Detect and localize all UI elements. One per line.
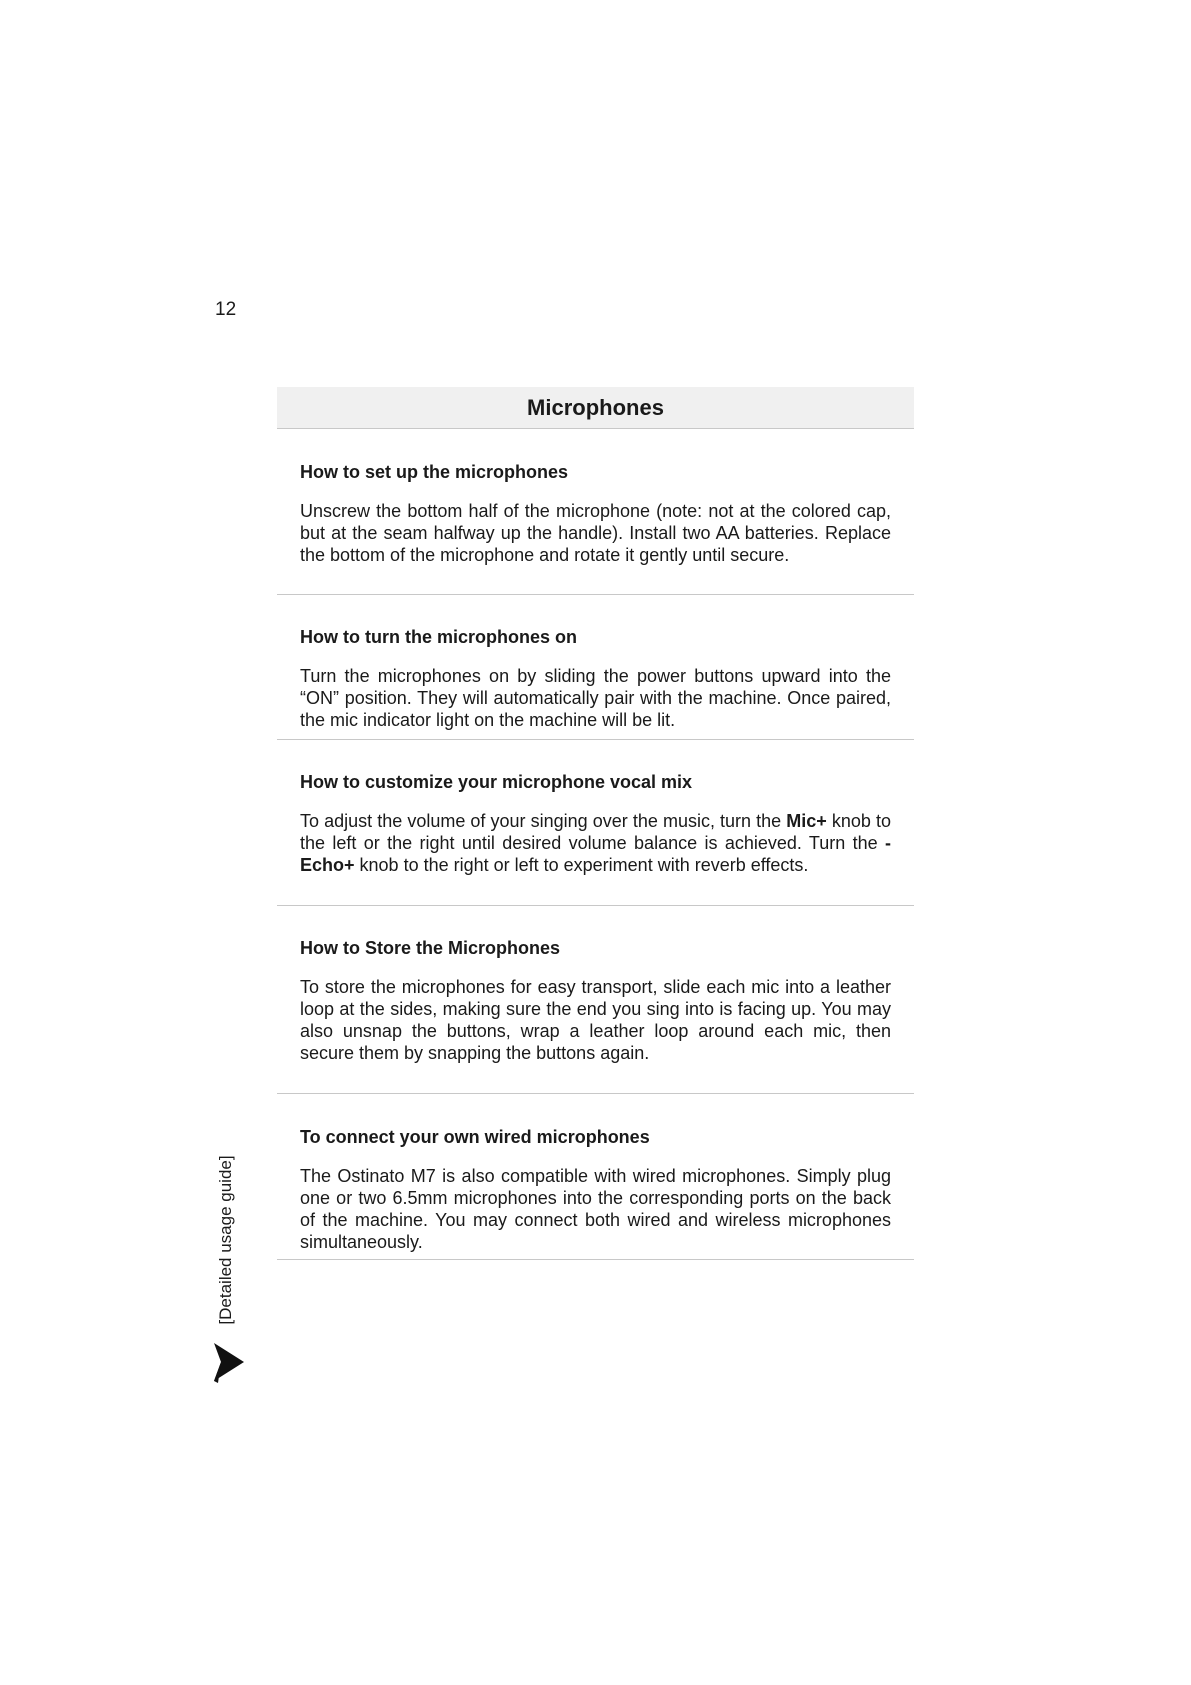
- section-setup: [277, 429, 914, 595]
- echo-knob-label: -Echo+: [300, 833, 891, 875]
- section-body: [300, 1165, 891, 1253]
- body-text: knob to the left or the right until desired volume balance is achieved. Turn the: [300, 811, 891, 853]
- arrow-play-logo-icon: [212, 1343, 244, 1383]
- page-number: 12: [215, 299, 237, 320]
- body-text: The Ostinato M7 is also compatible with wired microphones. Simply plug one or two 6.5mm microphones into the corresponding ports on the back of the machine. You may connect both wired and wireless microphones simultaneously.: [300, 1166, 891, 1252]
- body-text: Unscrew the bottom half of the microphone (note: not at the colored cap, but at the seam halfway up the handle). Install two AA batteries. Replace the bottom of the microphone and rotate it gently until secure.: [300, 501, 891, 565]
- body-text: To adjust the volume of your singing over the music, turn the: [300, 811, 787, 831]
- section-vocal-mix: [277, 740, 914, 906]
- section-wired: [277, 1094, 914, 1260]
- mic-plus-knob-label: Mic+: [786, 811, 827, 831]
- section-heading: How to customize your microphone vocal mix: [300, 772, 693, 792]
- section-heading: To connect your own wired microphones: [300, 1127, 650, 1147]
- section-turn-on: [277, 595, 914, 740]
- section-title: Microphones: [277, 387, 914, 429]
- section-body: [300, 500, 891, 566]
- section-body: [300, 810, 891, 876]
- section-heading: How to set up the microphones: [300, 462, 569, 482]
- section-heading: How to Store the Microphones: [300, 938, 561, 958]
- section-heading: How to turn the microphones on: [300, 627, 577, 647]
- section-store: [277, 906, 914, 1094]
- body-text: knob to the right or left to experiment with reverb effects.: [354, 855, 809, 875]
- body-text: To store the microphones for easy transport, slide each mic into a leather loop at the sides, making sure the end you sing into is facing up. You may also unsnap the buttons, wrap a leather loop around each mic, then secure them by snapping the buttons again.: [300, 977, 891, 1063]
- side-label: [Detailed usage guide]: [216, 1155, 235, 1325]
- section-body: [300, 665, 891, 731]
- body-text: Turn the microphones on by sliding the power buttons upward into the “ON” position. They will automatically pair with the machine. Once paired, the mic indicator light on the machine will be lit.: [300, 666, 891, 730]
- microphones-panel: [277, 387, 914, 1260]
- section-body: [300, 976, 891, 1064]
